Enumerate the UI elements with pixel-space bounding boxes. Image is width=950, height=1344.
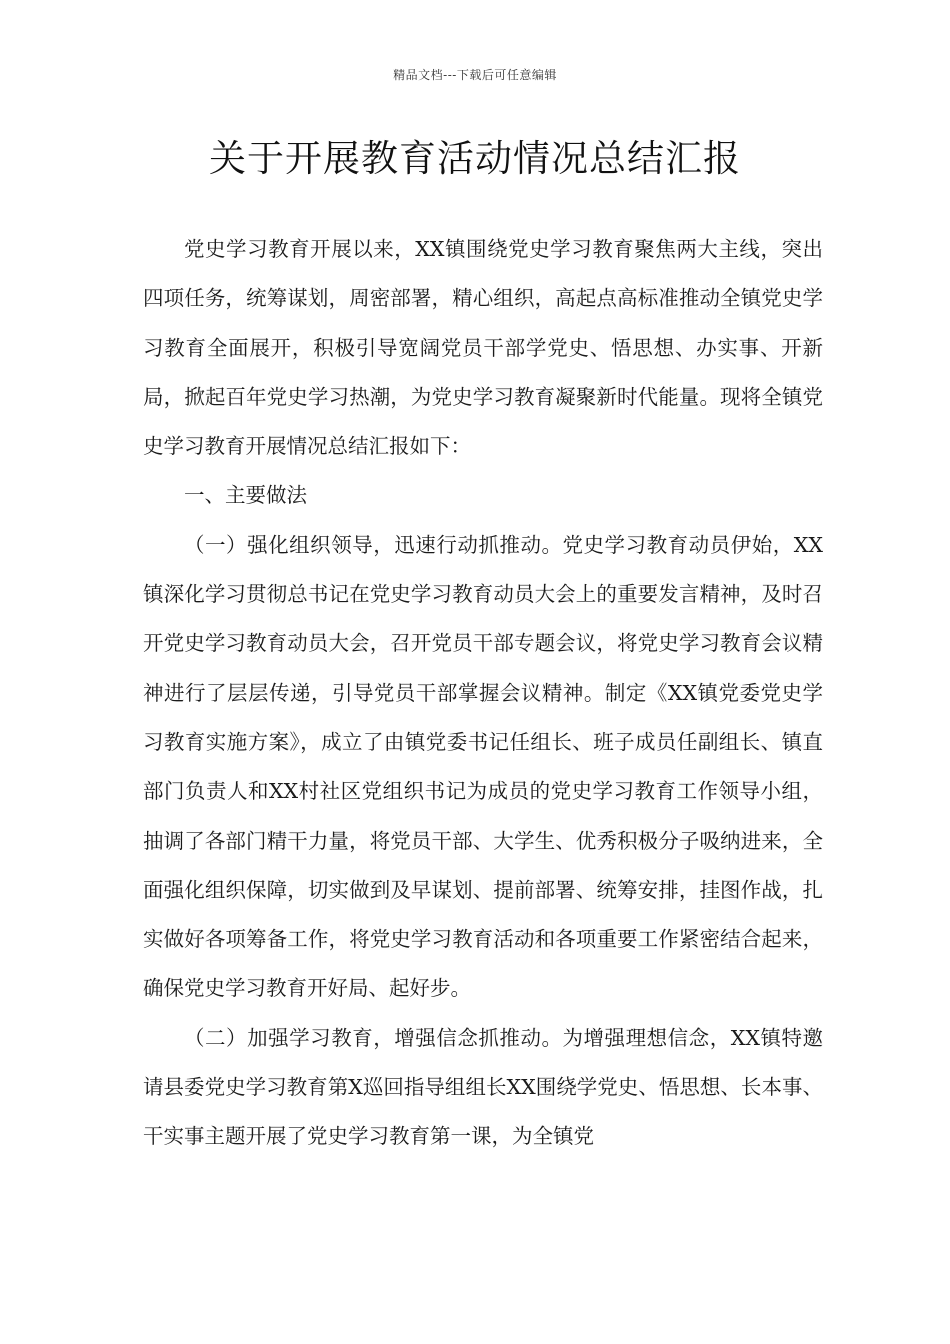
document-title: 关于开展教育活动情况总结汇报 [209,137,741,180]
paragraph-organization-leadership: （一）强化组织领导，迅速行动抓推动。党史学习教育动员伊始，XX镇深化学习贯彻总书记在党史学习教育动员大会上的重要发言精神，及时召开党史学习教育动员大会，召开党员干部专题会议，将党史学习教育会议精神进行了层层传递，引导党员干部掌握会议精神。制定《XX镇党委党史学习教育实施方案》，成立了由镇党委书记任组长、班子成员任副组长、镇直部门负责人和XX村社区党组织书记为成员的党史学习教育工作领导小组，抽调了各部门精干力量，将党员干部、大学生、优秀积极分子吸纳进来，全面强化组织保障，切实做到及早谋划、提前部署、统筹安排，挂图作战，扎实做好各项筹备工作，将党史学习教育活动和各项重要工作紧密结合起来，确保党史学习教育开好局、起好步。 [143,532,823,1001]
paragraph-study-education: （二）加强学习教育，增强信念抓推动。为增强理想信念，XX镇特邀请县委党史学习教育第X巡回指导组组长XX围绕学党史、悟思想、长本事、干实事主题开展了党史学习教育第一课，为全镇党 [143,1025,823,1149]
document-body [143,225,823,1162]
paragraph-intro: 党史学习教育开展以来，XX镇围绕党史学习教育聚焦两大主线，突出四项任务，统筹谋划，周密部署，精心组织，高起点高标准推动全镇党史学习教育全面展开，积极引导宽阔党员干部学党史、悟思想、办实事、开新局，掀起百年党史学习热潮，为党史学习教育凝聚新时代能量。现将全镇党史学习教育开展情况总结汇报如下： [143,237,823,459]
section-heading-main-practices: 一、主要做法 [184,483,307,508]
header-note: 精品文档---下载后可任意编辑 [393,68,557,82]
